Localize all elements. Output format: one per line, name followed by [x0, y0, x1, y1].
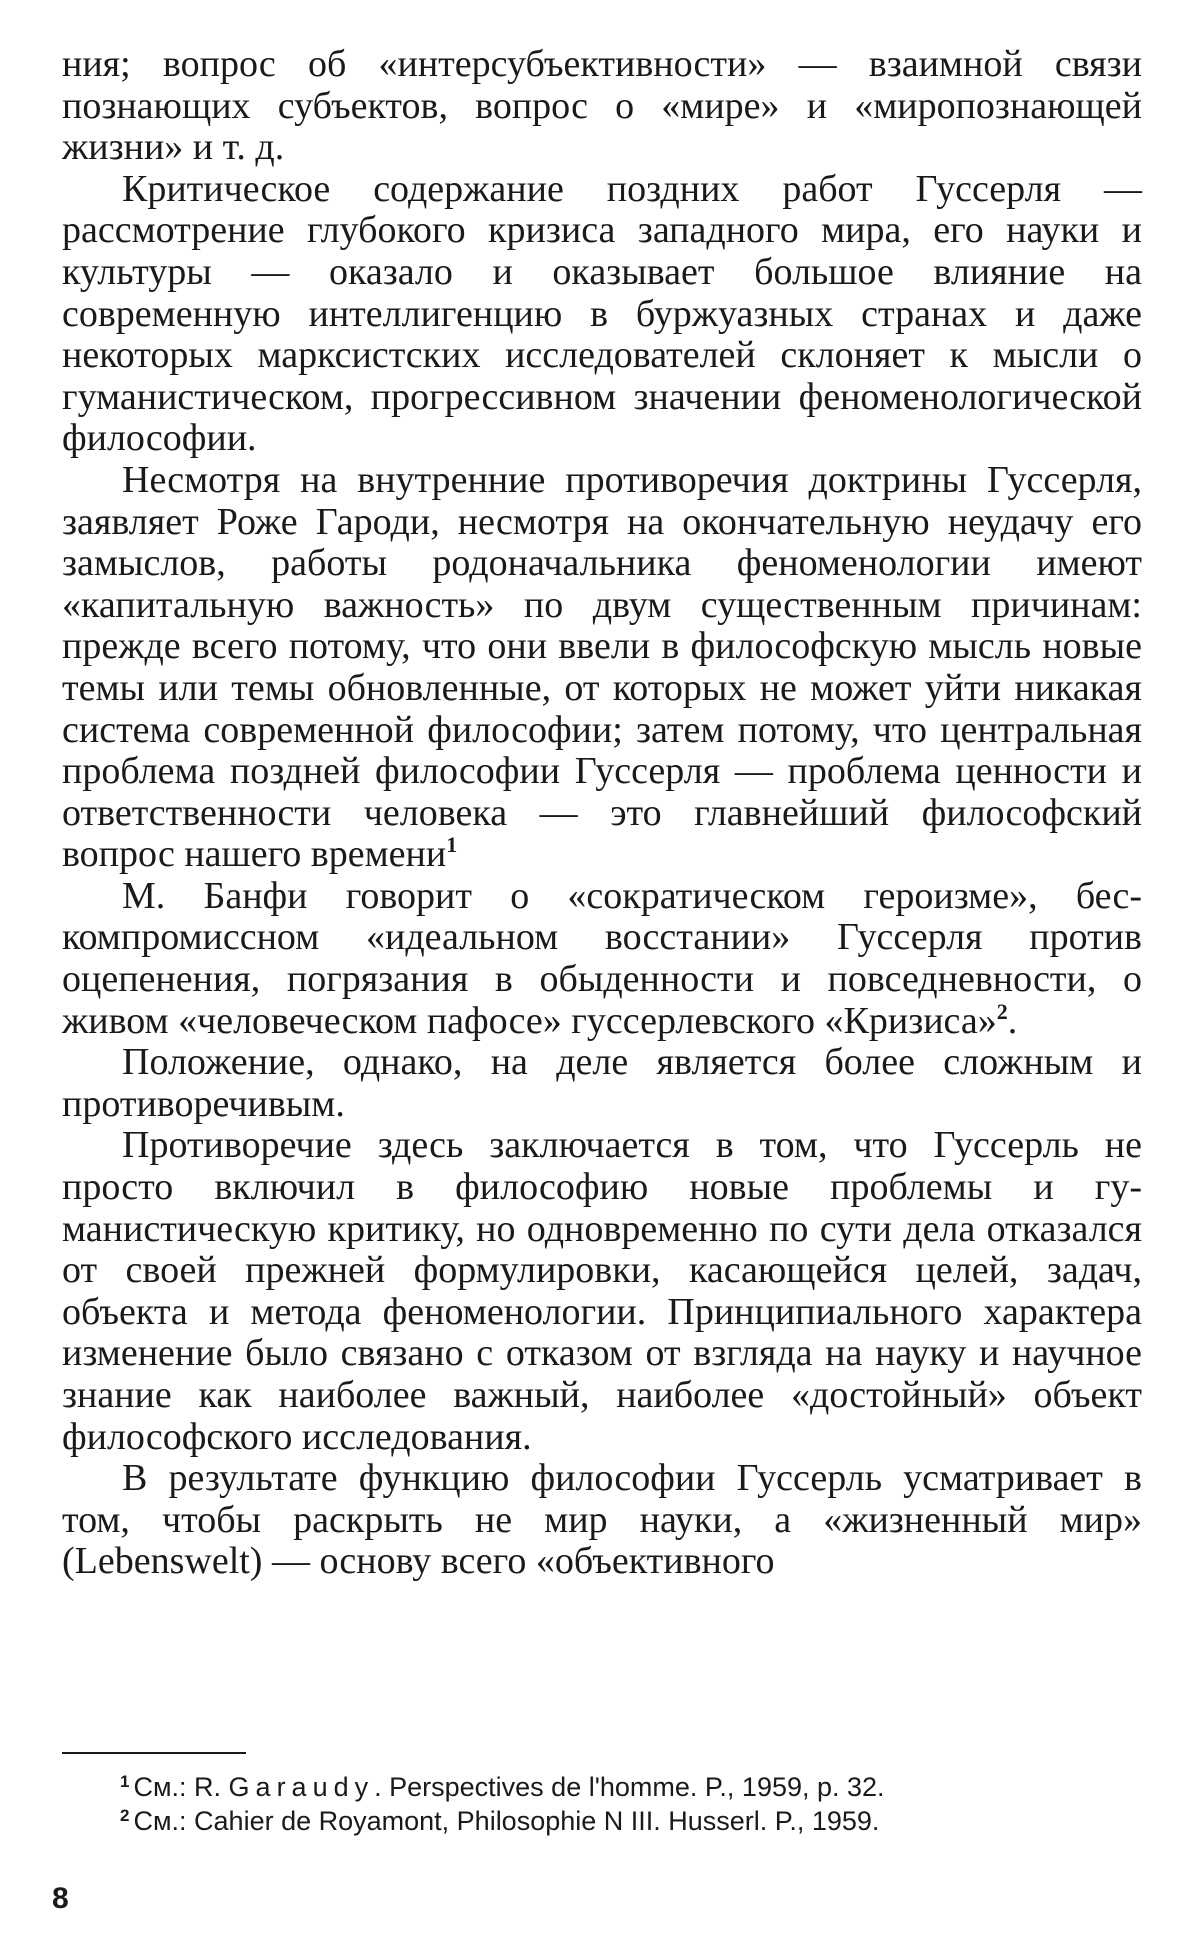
paragraph: В результате функцию философии Гуссерль усматривает в том, чтобы раскрыть не мир науки, а «жизненный мир» (Lebenswelt) — основу всего «объективного [62, 1457, 1142, 1583]
footnote-reference: 2 [996, 998, 1008, 1024]
footnote-mark: 1 [120, 1772, 130, 1791]
footnote-separator [62, 1752, 246, 1754]
paragraph-text: М. Банфи говорит о «сократическом героизме», бескомпромиссном «идеальном восстании» Гуссерля против оцепенения, погрязания в обыденности и повседневности, о живом «человеческом пафосе» гуссерлевского «Кризиса» [62, 874, 1142, 1042]
paragraph: Противоречие здесь заключается в том, что Гуссерль не просто включил в философию новые проблемы и гуманистическую критику, но одновременно по сути дела отказался от своей прежней формулировки, касающейся целей, задач, объекта и метода феноменологии. Принципиального характера изменение было связано с отказом от взгляда на науку и научное знание как наиболее важный, наиболее «достойный» объект философского исследования. [62, 1124, 1142, 1458]
paragraph: Положение, однако, на деле является более сложным и противоречивым. [62, 1041, 1142, 1125]
paragraph: ния; вопрос об «интерсубъективности» — взаимной связи познающих субъектов, вопрос о «мире» и «миропознающей жизни» и т. д. [62, 43, 1142, 169]
footnote [120, 1770, 1140, 1804]
footnote-reference: 1 [446, 832, 458, 858]
footnotes [120, 1770, 1140, 1838]
paragraph-text: Несмотря на внутренние противоречия доктрины Гуссерля, заявляет Роже Гароди, несмотря на окончательную неудачу его замыслов, работы родоначальника феноменологии имеют «капитальную важность» по двум существенным причинам: прежде всего потому, что они ввели в философскую мысль новые темы или темы обновленные, от которых не может уйти никакая система современной философии; затем потому, что центральная проблема поздней философии Гуссерля — проблема ценности и ответственности человека — это главнейший философский вопрос нашего времени [62, 458, 1142, 876]
footnote-author: Garaudy [228, 1772, 375, 1802]
page-number: 8 [52, 1882, 69, 1915]
footnote-mark: 2 [120, 1806, 130, 1825]
footnote [120, 1804, 1140, 1838]
main-text [62, 44, 1142, 1583]
footnote-rest: . Perspectives de l'homme. P., 1959, p. 32. [374, 1772, 885, 1802]
paragraph [62, 876, 1142, 1042]
paragraph: Критическое содержание поздних работ Гуссерля — рассмотрение глубокого кризиса западного мира, его науки и культуры — оказало и оказывает большое влияние на современную интеллигенцию в буржуазных странах и даже некоторых марксистских исследователей склоняет к мысли о гуманистическом, прогрессивном значении феноменологической философии. [62, 167, 1142, 460]
paragraph-tail: . [1007, 999, 1018, 1042]
footnote-prefix: См.: Cahier de Royamont, Philosophie N III. Husserl. P., 1959. [133, 1806, 880, 1836]
footnote-prefix: См.: R. [133, 1772, 229, 1802]
paragraph [62, 460, 1142, 876]
